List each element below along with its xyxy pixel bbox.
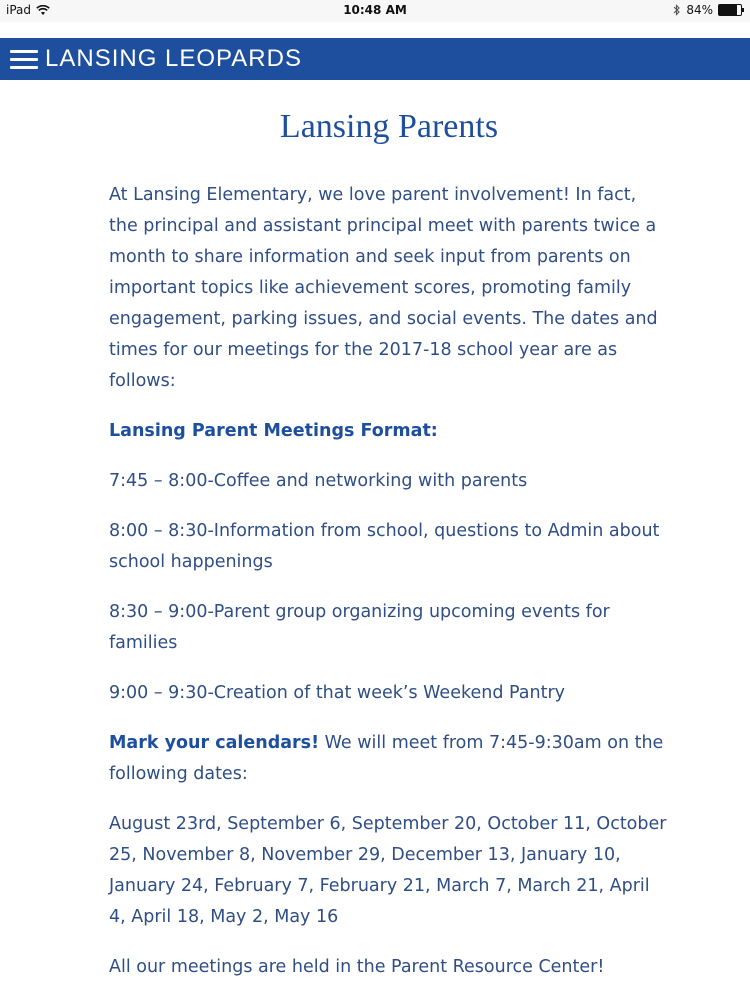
main-content — [109, 100, 669, 1002]
schedule-item: 8:30 – 9:00-Parent group organizing upcoming events for families — [109, 602, 610, 653]
calendar-bold: Mark your calendars! — [109, 733, 320, 753]
location-note: All our meetings are held in the Parent Resource Center! — [109, 957, 605, 977]
meeting-dates: August 23rd, September 6, September 20, October 11, October 25, November 8, November 29, December 13, January 10, January 24, February 7, February 21, March 7, March 21, April 4, April 18, May 2, May 16 — [109, 814, 667, 927]
schedule-item: 8:00 – 8:30-Information from school, questions to Admin about school happenings — [109, 521, 660, 572]
calendar-text: We will meet from 7:45-9:30am on the following dates: — [109, 733, 664, 784]
top-navigation — [0, 38, 750, 80]
page-title: Lansing Parents — [279, 108, 499, 145]
calendar-paragraph — [109, 728, 669, 790]
battery-fill — [719, 5, 737, 15]
battery-percent: 84% — [686, 3, 713, 17]
format-heading: Lansing Parent Meetings Format: — [109, 421, 438, 441]
schedule-item: 9:00 – 9:30-Creation of that week’s Weekend Pantry — [109, 683, 565, 703]
menu-icon[interactable] — [10, 49, 38, 69]
status-right — [673, 3, 742, 17]
status-time: 10:48 AM — [343, 3, 407, 17]
device-label: iPad — [6, 3, 32, 17]
status-bar — [0, 0, 750, 22]
schedule-item: 7:45 – 8:00-Coffee and networking with parents — [109, 471, 528, 491]
battery-icon — [718, 4, 742, 16]
site-title[interactable]: LANSING LEOPARDS — [45, 45, 302, 72]
intro-paragraph: At Lansing Elementary, we love parent involvement! In fact, the principal and assistant principal meet with parents twice a month to share information and seek input from parents on important topics like achievement scores, promoting family engagement, parking issues, and social events. The dates and times for our meetings for the 2017-18 school year are as follows: — [109, 185, 658, 391]
bluetooth-icon — [673, 4, 681, 16]
